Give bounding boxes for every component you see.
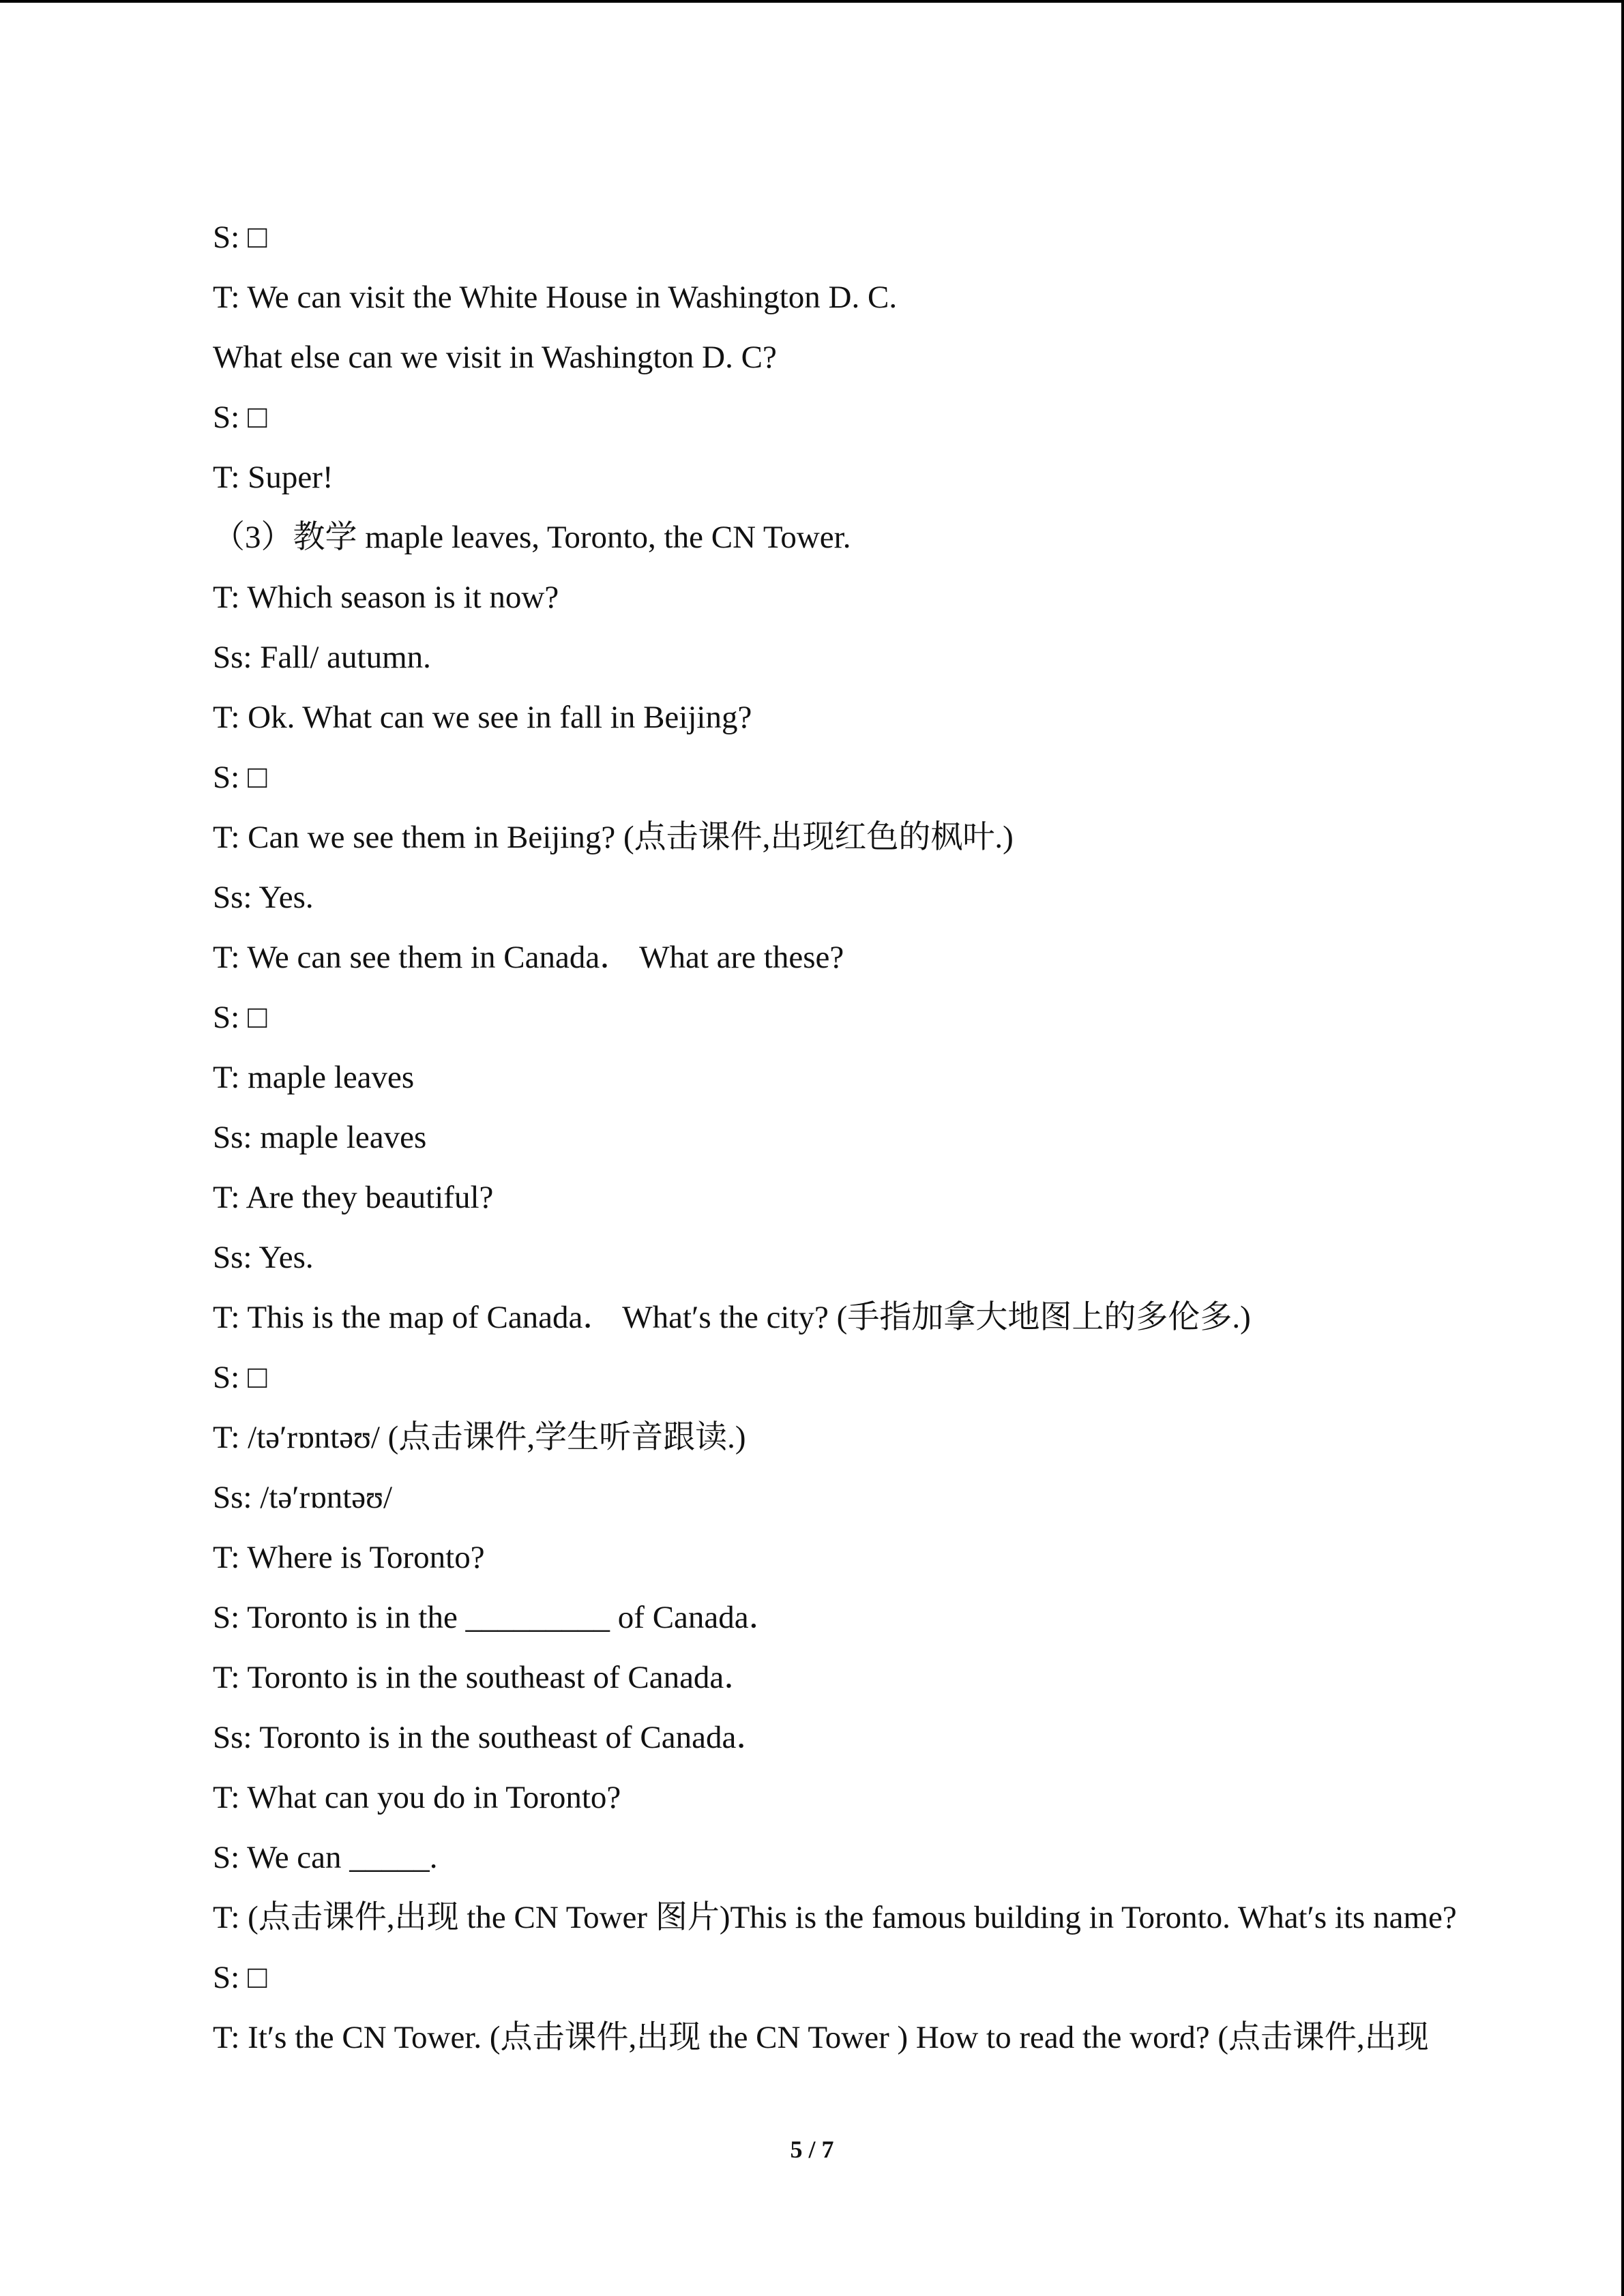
text-line: Ss: /tə′rɒntəʊ/ xyxy=(213,1480,392,1515)
text-line: T: Where is Toronto? xyxy=(213,1540,485,1575)
text-line: Ss: Yes. xyxy=(213,1240,314,1275)
text-line: S: Toronto is in the _________ of Canada． xyxy=(213,1600,781,1635)
text-line: T: We can visit the White House in Washington D. C. xyxy=(213,280,898,315)
text-line: Ss: Toronto is in the southeast of Canada． xyxy=(213,1720,769,1755)
text-line: S: □ xyxy=(213,1360,267,1395)
text-line: S: We can _____. xyxy=(213,1840,438,1875)
text-line: S: □ xyxy=(213,1000,267,1035)
text-line: T: Ok. What can we see in fall in Beijing? xyxy=(213,700,752,735)
text-line: T: Which season is it now? xyxy=(213,580,559,615)
text-line: S: □ xyxy=(213,760,267,795)
text-line: S: □ xyxy=(213,400,267,435)
page-border-top xyxy=(0,0,1624,3)
text-line: S: □ xyxy=(213,1960,267,1995)
text-line: Ss: Yes. xyxy=(213,880,314,915)
text-line: T: It′s the CN Tower. (点击课件,出现 the CN Tower ) How to read the word? (点击课件,出现 xyxy=(213,2020,1429,2055)
text-line: T: Super! xyxy=(213,460,334,495)
page-border-right xyxy=(1621,0,1624,2296)
text-line: T: Toronto is in the southeast of Canada． xyxy=(213,1660,756,1695)
text-line: T: maple leaves xyxy=(213,1060,415,1095)
text-line: T: Are they beautiful? xyxy=(213,1180,494,1215)
document-body xyxy=(213,217,1550,2077)
text-line: What else can we visit in Washington D. C? xyxy=(213,340,777,375)
text-line: T: /tə′rɒntəʊ/ (点击课件,学生听音跟读.) xyxy=(213,1420,746,1455)
text-line: T: This is the map of Canada． What′s the city? (手指加拿大地图上的多伦多.) xyxy=(213,1300,1251,1335)
text-line: T: What can you do in Toronto? xyxy=(213,1780,621,1815)
text-line: Ss: Fall/ autumn. xyxy=(213,640,431,675)
text-line: S: □ xyxy=(213,220,267,255)
text-line: T: (点击课件,出现 the CN Tower 图片)This is the famous building in Toronto. What′s its name? xyxy=(213,1900,1457,1935)
text-line: T: We can see them in Canada． What are these? xyxy=(213,940,844,975)
section-heading: （3）教学 maple leaves, Toronto, the CN Tower. xyxy=(213,520,851,555)
page-number: 5 / 7 xyxy=(790,2136,834,2163)
text-line: Ss: maple leaves xyxy=(213,1120,427,1155)
text-line: T: Can we see them in Beijing? (点击课件,出现红色的枫叶.) xyxy=(213,820,1014,855)
